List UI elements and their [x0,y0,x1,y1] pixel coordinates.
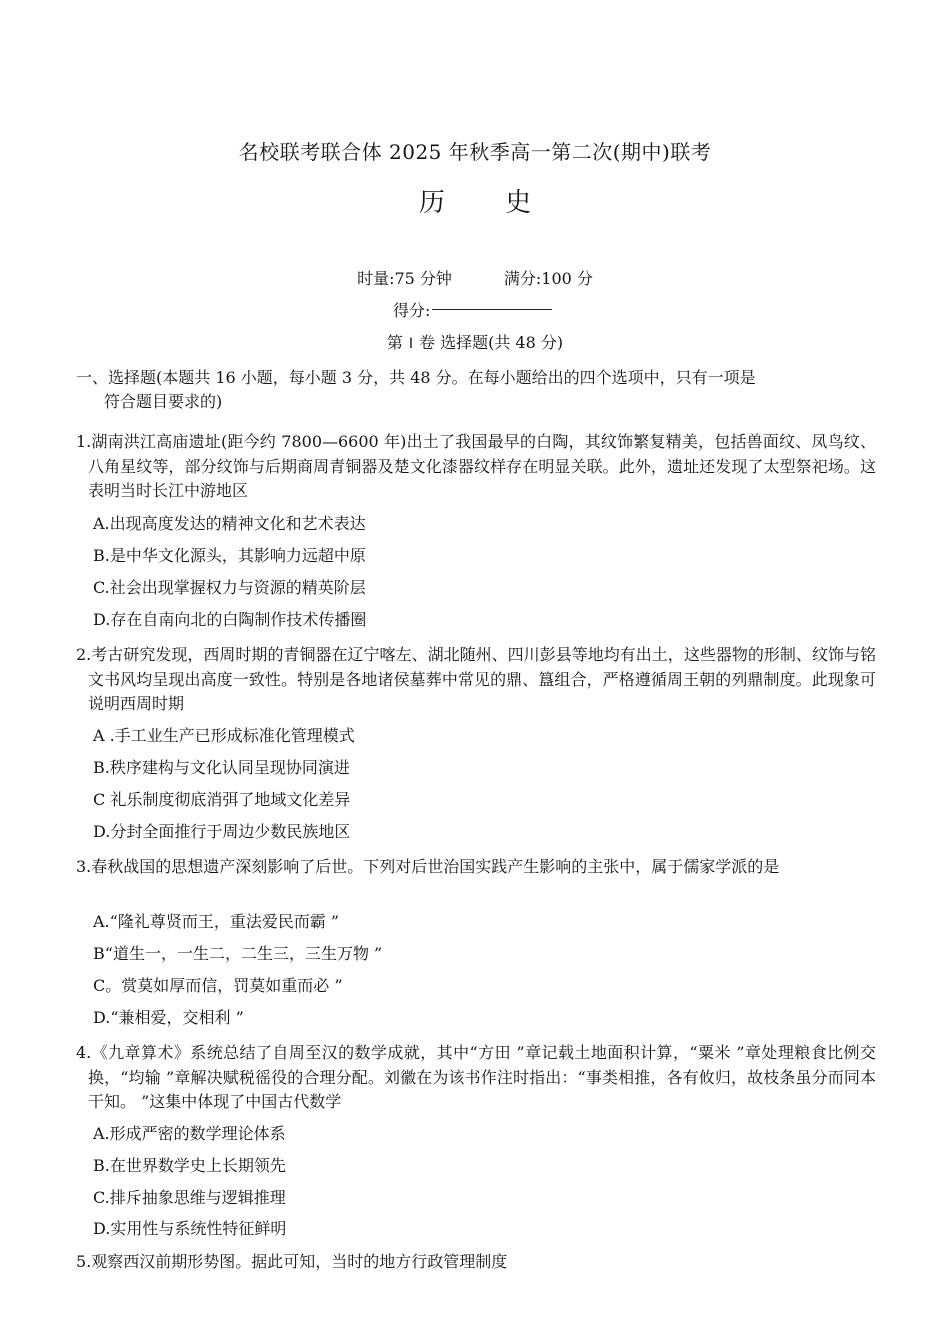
option-1a: A.出现高度发达的精神文化和艺术表达 [93,514,366,533]
option-2c: C 礼乐制度彻底消弭了地域文化差异 [93,790,351,809]
section-heading-roman: Ⅰ [408,336,414,352]
option-1b: B.是中华文化源头，其影响力远超中原 [93,546,366,565]
score-blank-line [432,309,552,310]
option-2d: D.分封全面推行于周边少数民族地区 [93,822,351,841]
full-score: 满分:100 分 [503,269,593,288]
instruction-line-2: 符合题目要求的) [104,392,223,411]
question-3 [76,855,876,880]
subject-title: 历 史 [418,188,558,218]
question-4 [76,1041,876,1115]
option-4a: A.形成严密的数学理论体系 [93,1124,286,1143]
section-heading-post: 卷 选择题(共 48 分) [419,333,564,352]
question-5 [76,1250,876,1275]
option-2a: A .手工业生产已形成标准化管理模式 [93,726,355,745]
question-stem: 5.观察西汉前期形势图。据此可知，当时的地方行政管理制度 [76,1252,508,1271]
option-1d: D.存在自南向北的白陶制作技术传播圈 [93,610,367,629]
question-stem: 1.湖南洪江高庙遗址(距今约 7800—6600 年)出土了我国最早的白陶，其纹饰繁复精美，包括兽面纹、凤鸟纹、八角星纹等，部分纹饰与后期商周青铜器及楚文化漆器纹样存在明显关联。此外，遗址还发现了太型祭祀场。这表明当时长江中游地区 [76,432,876,500]
option-3c: C。赏莫如厚而信，罚莫如重而必 ” [93,976,343,995]
score-field [393,298,552,321]
option-3a: A.“隆礼尊贤而王，重法爱民而霸 ” [93,912,340,931]
question-stem: 3.春秋战国的思想遗产深刻影响了后世。下列对后世治国实践产生影响的主张中，属于儒家学派的是 [76,857,780,876]
section-heading [0,330,950,353]
exam-title: 名校联考联合体 2025 年秋季高一第二次(期中)联考 [238,140,712,164]
option-1c: C.社会出现掌握权力与资源的精英阶层 [93,578,366,597]
option-2b: B.秩序建构与文化认同呈现协同演进 [93,758,350,777]
question-stem: 4.《九章算术》系统总结了自周至汉的数学成就，其中“方田 ”章记载土地面积计算，“粟米 ”章处理粮食比例交换，“均输 ”章解决赋税徭役的合理分配。刘徽在为该书作注时指出：“事类相推，各有攸归，故枝条虽分而同本干知。 ”这集中体现了中国古代数学 [76,1043,876,1111]
option-4d: D.实用性与系统性特征鲜明 [93,1219,287,1238]
instruction-line-1: 一、选择题(本题共 16 小题，每小题 3 分，共 48 分。在每小题给出的四个选项中，只有一项是 [76,368,756,387]
option-4b: B.在世界数学史上长期领先 [93,1156,286,1175]
question-2 [76,643,876,717]
option-3b: B“道生一，一生二，二生三，三生万物 ” [93,944,383,963]
time-limit: 时量:75 分钟 [357,269,452,288]
question-1 [76,430,876,504]
question-stem: 2.考古研究发现，西周时期的青铜器在辽宁喀左、湖北随州、四川彭县等地均有出土，这些器物的形制、纹饰与铭文书风均呈现出高度一致性。特别是各地诸侯墓葬中常见的鼎、簋组合，严格遵循周王朝的列鼎制度。此现象可说明西周时期 [76,645,876,713]
section-instructions [76,366,876,414]
option-3d: D.“兼相爱，交相利 ” [93,1008,244,1027]
exam-meta [0,266,950,289]
section-heading-pre: 第 [386,333,403,352]
score-label: 得分: [393,301,431,320]
option-4c: C.排斥抽象思维与逻辑推理 [93,1188,286,1207]
